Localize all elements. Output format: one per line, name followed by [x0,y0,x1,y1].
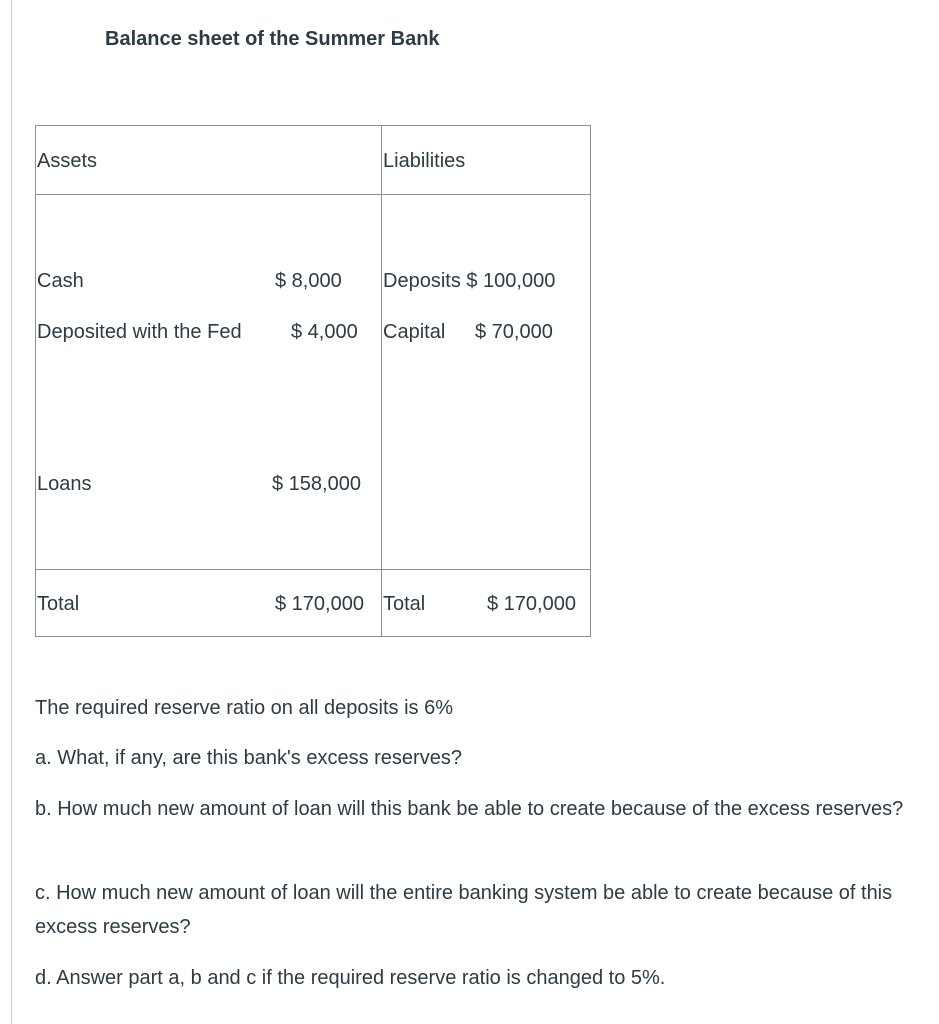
table-border-right [590,125,591,637]
fed-label: Deposited with the Fed [37,321,242,343]
table-border-header [35,194,591,195]
cash-value: $ 8,000 [275,270,342,292]
header-liabilities: Liabilities [383,150,466,172]
reserve-ratio-text: The required reserve ratio on all deposits is 6% [35,697,453,719]
table-border-middle [381,125,382,637]
table-border-left [35,125,36,637]
deposits-line: Deposits $ 100,000 [383,270,556,292]
question-c: c. How much new amount of loan will the entire banking system be able to create because of this excess reserves? [35,882,893,938]
capital-label: Capital [383,321,446,343]
header-assets: Assets [37,150,98,172]
question-a: a. What, if any, are this bank's excess reserves? [35,747,462,769]
fed-value: $ 4,000 [291,321,358,343]
cash-label: Cash [37,270,84,292]
left-border [11,0,12,1024]
total-assets-label: Total [37,593,80,615]
total-liabilities-label: Total [383,593,426,615]
balance-sheet-table [35,125,591,637]
table-border-top [35,125,591,126]
loans-label: Loans [37,473,92,495]
total-assets-value: $ 170,000 [275,593,364,615]
loans-value: $ 158,000 [272,473,361,495]
page-title: Balance sheet of the Summer Bank [105,28,440,50]
table-border-total [35,569,591,570]
table-border-bottom [35,636,591,637]
total-liabilities-value: $ 170,000 [487,593,576,615]
question-d: d. Answer part a, b and c if the required reserve ratio is changed to 5%. [35,967,666,989]
capital-value: $ 70,000 [475,321,553,343]
question-b: b. How much new amount of loan will this bank be able to create because of the excess reserves? [35,798,904,820]
